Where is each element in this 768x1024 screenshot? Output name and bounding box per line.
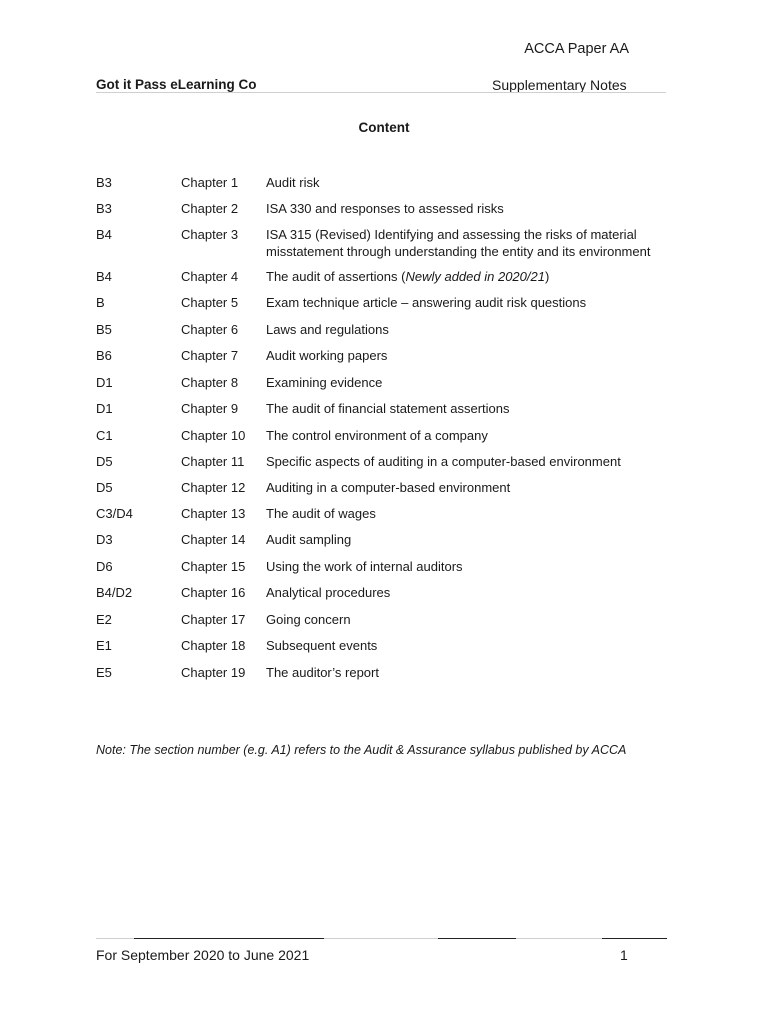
company-name: Got it Pass eLearning Co [96, 77, 257, 92]
chapter-title-text: Subsequent events [266, 638, 378, 653]
chapter-title [266, 200, 666, 217]
chapter-title-text: The control environment of a company [266, 428, 488, 443]
chapter-number: Chapter 13 [181, 506, 246, 521]
chapter-title-text: The audit of assertions ( [266, 269, 406, 284]
chapter-title [266, 226, 666, 260]
chapter-title-text: Examining evidence [266, 375, 383, 390]
chapter-number: Chapter 5 [181, 295, 239, 310]
chapter-title-text: Specific aspects of auditing in a computer-based environment [266, 454, 621, 469]
chapter-number: Chapter 9 [181, 401, 239, 416]
section-code: B4 [96, 227, 112, 242]
chapter-number: Chapter 10 [181, 428, 246, 443]
content-title: Content [358, 120, 410, 135]
chapter-number: Chapter 4 [181, 269, 239, 284]
section-code: B3 [96, 201, 112, 216]
chapter-title-text: The auditor’s report [266, 665, 379, 680]
chapter-title [266, 268, 666, 285]
chapter-title-text: ISA 315 (Revised) Identifying and assessing the risks of material misstatement through understanding the entity and its environment [266, 227, 651, 259]
chapter-title-text: Exam technique article – answering audit risk questions [266, 295, 587, 310]
chapter-number: Chapter 12 [181, 480, 246, 495]
chapter-title-emphasis: Newly added in 2020/21 [405, 269, 545, 284]
section-code: D1 [96, 401, 113, 416]
section-code: B6 [96, 348, 112, 363]
chapter-title [266, 584, 666, 601]
chapter-title-text: Going concern [266, 612, 351, 627]
syllabus-note: Note: The section number (e.g. A1) refers to the Audit & Assurance syllabus published by ACCA [96, 743, 627, 757]
footer-rule-segment [134, 938, 324, 939]
chapter-title-text: Laws and regulations [266, 322, 389, 337]
chapter-title [266, 427, 666, 444]
chapter-number: Chapter 3 [181, 227, 239, 242]
section-code: D1 [96, 375, 113, 390]
chapter-title [266, 479, 666, 496]
footer-rule-segment [438, 938, 516, 939]
chapter-number: Chapter 18 [181, 638, 246, 653]
chapter-title-text: Audit sampling [266, 532, 352, 547]
chapter-title-text: Using the work of internal auditors [266, 559, 463, 574]
chapter-number: Chapter 19 [181, 665, 246, 680]
chapter-title [266, 294, 666, 311]
chapter-number: Chapter 14 [181, 532, 246, 547]
section-code: B4 [96, 269, 112, 284]
section-code: B [96, 295, 105, 310]
paper-code: ACCA Paper AA [524, 41, 629, 57]
chapter-number: Chapter 1 [181, 175, 239, 190]
page-number: 1 [620, 947, 628, 963]
chapter-title [266, 347, 666, 364]
chapter-title [266, 174, 666, 191]
chapter-title [266, 611, 666, 628]
section-code: D5 [96, 480, 113, 495]
supplementary-notes-label: Supplementary Notes [492, 77, 627, 93]
chapter-title [266, 558, 666, 575]
chapter-title [266, 637, 666, 654]
chapter-number: Chapter 8 [181, 375, 239, 390]
header-divider [96, 92, 666, 93]
section-code: E2 [96, 612, 112, 627]
section-code: B5 [96, 322, 112, 337]
chapter-number: Chapter 17 [181, 612, 246, 627]
chapter-title [266, 505, 666, 522]
chapter-title [266, 453, 666, 470]
chapter-title-text: The audit of wages [266, 506, 376, 521]
chapter-title-text: The audit of financial statement assertions [266, 401, 510, 416]
section-code: E5 [96, 665, 112, 680]
chapter-number: Chapter 16 [181, 585, 246, 600]
chapter-title-text: Auditing in a computer-based environment [266, 480, 511, 495]
section-code: B4/D2 [96, 585, 133, 600]
chapter-number: Chapter 15 [181, 559, 246, 574]
chapter-title-text: Audit working papers [266, 348, 388, 363]
chapter-title-text: Analytical procedures [266, 585, 391, 600]
chapter-title-text: Audit risk [266, 175, 320, 190]
section-code: D5 [96, 454, 113, 469]
section-code: B3 [96, 175, 112, 190]
section-code: D3 [96, 532, 113, 547]
footer-period: For September 2020 to June 2021 [96, 947, 310, 963]
chapter-number: Chapter 2 [181, 201, 239, 216]
section-code: D6 [96, 559, 113, 574]
section-code: C1 [96, 428, 113, 443]
chapter-number: Chapter 11 [181, 454, 245, 469]
chapter-title [266, 374, 666, 391]
chapter-number: Chapter 6 [181, 322, 239, 337]
footer-rule-segment [602, 938, 667, 939]
section-code: C3/D4 [96, 506, 133, 521]
section-code: E1 [96, 638, 112, 653]
chapter-title [266, 664, 666, 681]
chapter-title-text: ISA 330 and responses to assessed risks [266, 201, 504, 216]
chapter-title-suffix: ) [544, 269, 550, 284]
chapter-title [266, 321, 666, 338]
chapter-title [266, 400, 666, 417]
chapter-number: Chapter 7 [181, 348, 239, 363]
chapter-title [266, 531, 666, 548]
